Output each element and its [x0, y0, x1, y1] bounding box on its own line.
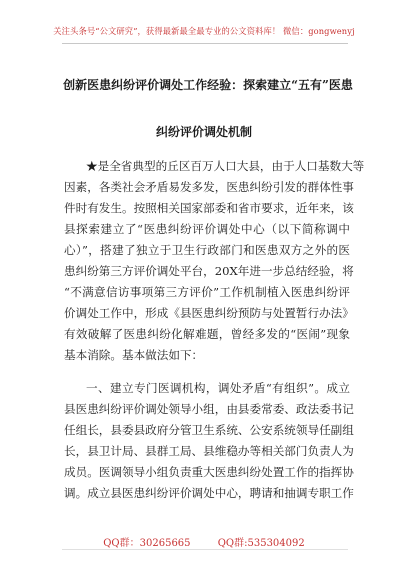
footer-qq-group-1: QQ群：30265665 — [103, 538, 191, 549]
paragraph-1-line: ★是全省典型的丘区百万人口大县，由于人口基数大等 — [86, 159, 365, 173]
document-title-line-2: 纠纷评价调处机制 — [155, 125, 252, 139]
paragraph-1-line: 患纠纷第三方评价调处平台，20X年进一步总结经验，将 — [64, 264, 354, 278]
paragraph-2-line: 一、建立专门医调机构，调处矛盾“有组织”。成立 — [86, 381, 350, 395]
paragraph-1-line: 县探索建立了“医患纠纷评价调处中心（以下简称调中 — [64, 222, 350, 236]
paragraph-2-line: 任组长，县委县政府分管卫生系统、公安系统领导任副组 — [64, 423, 354, 437]
paragraph-1-line: 有效破解了医患纠纷化解难题，曾经多发的“医闹”现象 — [64, 327, 350, 341]
paragraph-2-line: 调。成立县医患纠纷评价调处中心，聘请和抽调专职工作 — [64, 486, 354, 500]
paragraph-1-line: “不满意信访事项第三方评价”工作机制植入医患纠纷评 — [64, 285, 350, 299]
header-divider — [62, 43, 348, 44]
footer-contact — [0, 534, 408, 549]
paragraph-1-line: 件时有发生。按照相关国家部委和省市要求，近年来，该 — [64, 201, 354, 215]
paragraph-1-line: 因素，各类社会矛盾易发多发，医患纠纷引发的群体性事 — [64, 180, 354, 194]
paragraph-2-line: 成员。医调领导小组负责重大医患纠纷处置工作的指挥协 — [64, 465, 354, 479]
footer-divider — [62, 549, 348, 550]
document-title-line-1: 创新医患纠纷评价调处工作经验：探索建立“五有”医患 — [63, 78, 353, 92]
paragraph-1-line: 心）”，搭建了独立于卫生行政部门和医患双方之外的医 — [64, 243, 350, 257]
paragraph-2-line: 县医患纠纷评价调处领导小组，由县委常委、政法委书记 — [64, 402, 354, 416]
paragraph-1-line: 基本消除。基本做法如下： — [64, 348, 204, 362]
footer-qq-group-2: QQ群:535304092 — [217, 538, 305, 549]
paragraph-2-line: 长，县卫计局、县群工局、县维稳办等相关部门负责人为 — [64, 444, 354, 458]
header-note: 关注头条号“公文研究”，获得最新最全最专业的公文资料库！ 微信：gongwenyj — [53, 26, 355, 36]
paragraph-1-line: 价调处工作中，形成《县医患纠纷预防与处置暂行办法》 — [64, 306, 354, 320]
